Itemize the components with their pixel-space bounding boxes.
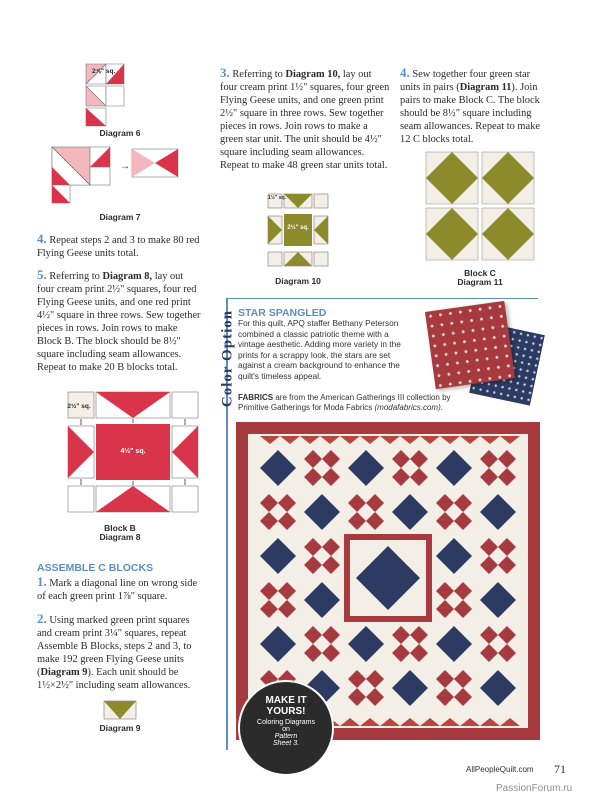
diagram-7 (50, 145, 190, 205)
star-spangled-title: STAR SPANGLED (238, 307, 327, 319)
c-step-2-text: 2. Using marked green print squares and cream print 3¼" squares, repeat Assemble B Blocks, steps 2 and 3, to make 192 green Flying Geese units (Diagram 9). Each unit should be 1½×2½" including seam allowances. (37, 611, 192, 691)
diagram-9-caption: Diagram 9 (99, 723, 141, 733)
diagram-8-block-caption: Block B (104, 523, 136, 533)
diagram-11-caption: Diagram 11 (457, 277, 503, 287)
diagram-9 (103, 700, 137, 720)
make-it-yours-badge: MAKE IT YOURS! Coloring Diagrams on Pattern Sheet 3. (238, 680, 334, 776)
diagram-8-label-large: 4½" sq. (120, 448, 146, 455)
diagram-8-caption: Diagram 8 (99, 532, 141, 542)
fabrics-credit: FABRICS are from the American Gatherings III collection by Primitive Gatherings for Moda Fabrics (modafabrics.com). (238, 393, 451, 412)
diagram-10-caption: Diagram 10 (275, 276, 321, 286)
diagram-11 (424, 150, 536, 262)
color-option-side-label: Color Option (219, 309, 236, 408)
diagram-10-label-large: 2½" sq. (287, 225, 309, 231)
diagram-10 (262, 192, 334, 272)
diagram-6-caption: Diagram 6 (99, 128, 141, 138)
diagram-6-label: 2⅞" sq. (92, 68, 116, 75)
c-step-1-number: 1. (37, 574, 47, 589)
c-step-2-number: 2. (37, 611, 47, 626)
footer-site[interactable]: AllPeopleQuilt.com (466, 765, 534, 774)
c-step-4-text: 4. Sew together four green star units in pairs (Diagram 11). Join pairs to make Block C. The block should be 8½" square including seam allowances. Repeat to make 12 C blocks total. (400, 65, 540, 145)
diagram-8-label-small: 2½" sq. (67, 403, 91, 410)
c-step-3-text: 3. Referring to Diagram 10, lay out four cream print 1½" squares, four green Flying Geese units, and one green print 2½" square in three rows. Sew together pieces in rows. Join rows to make a green star unit. The unit should be 4½" square including seam allowances. Repeat to make 48 green star units total. (220, 65, 390, 171)
diagram-7-caption: Diagram 7 (99, 212, 141, 222)
diagram-11-block-caption: Block C (464, 268, 496, 278)
star-spangled-text: For this quilt, APQ staffer Bethany Peterson combined a classic patriotic theme with a vintage aesthetic. Adding more variety in the prints for a scrappy look, the stars are set against a cream background to enhance the quilt's timeless appeal. (238, 318, 401, 381)
step-4-text: 4. Repeat steps 2 and 3 to make 80 red Flying Geese units total. (37, 231, 200, 259)
step-4-number: 4. (37, 231, 47, 246)
footer-page-number: 71 (554, 762, 566, 776)
step-5-number: 5. (37, 267, 47, 282)
c-step-1-text: 1. Mark a diagonal line on wrong side of each green print 1⅞" square. (37, 574, 198, 602)
color-option-top-rule (226, 298, 538, 299)
diagram-10-label-small: 1½" sq. (268, 195, 286, 201)
c-step-3-number: 3. (220, 65, 230, 80)
fabric-swatch-red (425, 301, 515, 389)
c-step-4-number: 4. (400, 65, 410, 80)
assemble-c-heading: ASSEMBLE C BLOCKS (37, 562, 154, 574)
svg-text:→: → (120, 161, 130, 172)
step-5-text: 5. Referring to Diagram 8, lay out four cream print 2½" squares, four red Flying Geese units, and one red print 4½" square in three rows. Sew together pieces in rows. Join rows to make Block B. The block should be 8½" square including seam allowances. Repeat to make 20 B blocks total. (37, 267, 201, 373)
watermark: PassionForum.ru (496, 783, 573, 794)
